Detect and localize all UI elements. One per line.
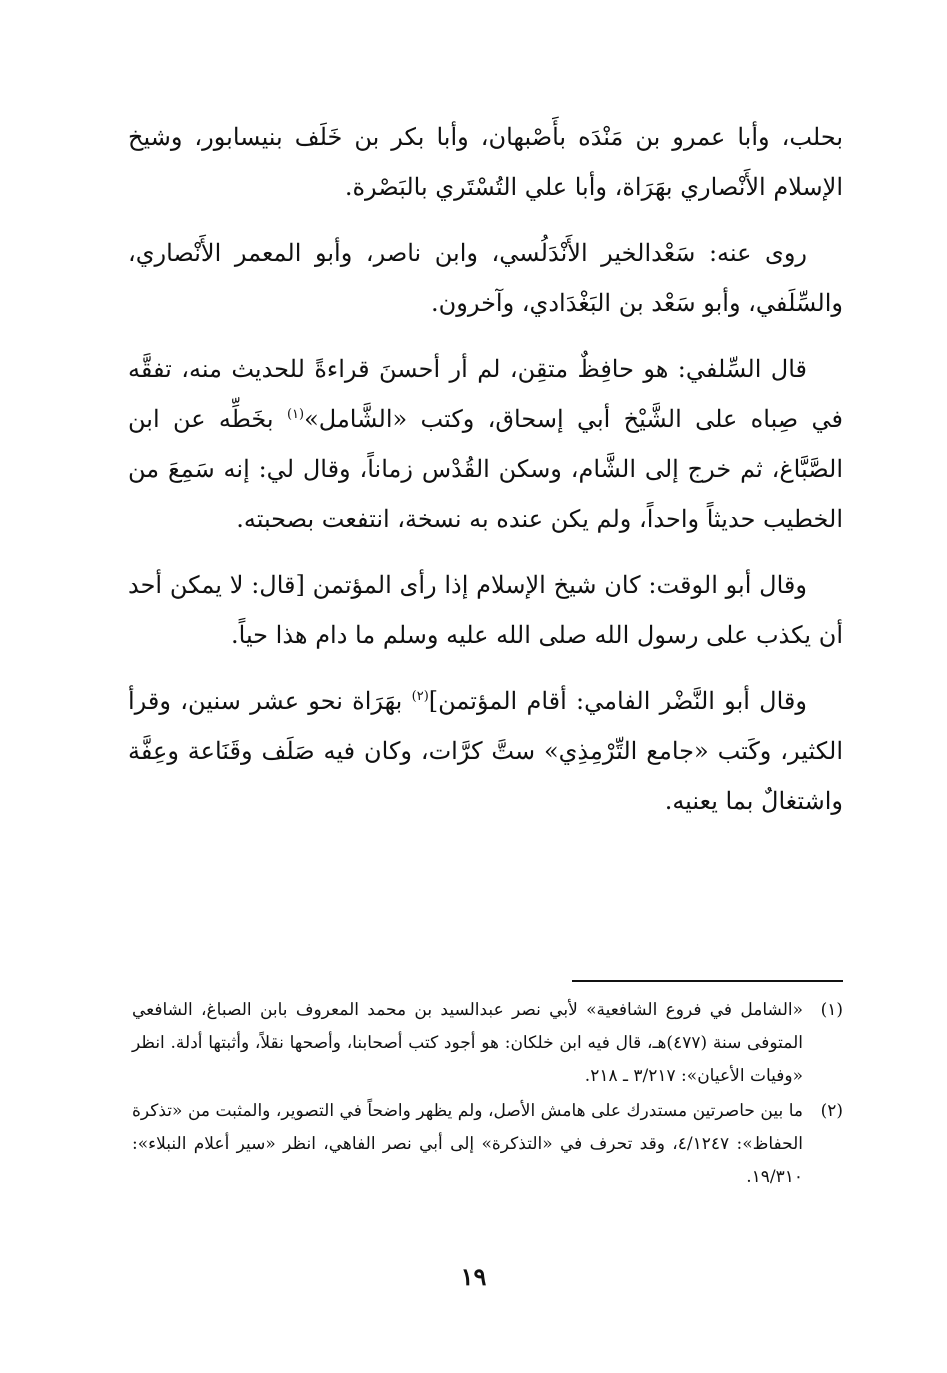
footnote-text: «الشامل في فروع الشافعية» لأبي نصر عبدالسيد بن محمد المعروف بابن الصباغ، الشافعي المتوفى سنة (٤٧٧)هـ، قال فيه ابن خلكان: هو أجود كتب أصحابنا، وأصحها نقلاً، وأثبتها أدلة. انظر «وفيات الأعيان»: ٣/٢١٧ ـ ٢١٨. bbox=[132, 1000, 803, 1086]
paragraph-text-before: وقال أبو النَّضْر الفامي: أقام المؤتمن] bbox=[428, 687, 807, 715]
footnotes bbox=[132, 994, 843, 1196]
paragraph-text-before: قال السِّلفي: هو حافِظٌ متقِن، لم أر أحسنَ قراءةً للحديث منه، تفقَّه في صِباه على الشَّيْخ أبي إسحاق، وكتب «الشَّامل» bbox=[128, 355, 843, 433]
paragraph-text-after: بهَرَاة نحو عشر سنين، وقرأ الكثير، وكَتب «جامع التِّرْمِذِي» ستَّ كرَّات، وكان فيه صَلَف وقَنَاعة وعِفَّة واشتغالٌ بما يعنيه. bbox=[128, 687, 843, 815]
footnote-number: (١) bbox=[820, 1000, 843, 1020]
paragraph-text-after: بخَطِّه عن ابن الصَّبَّاغ، ثم خرج إلى الشَّام، وسكن القُدْس زماناً، وقال لي: إنه سَمِعَ من الخطيب حديثاً واحداً، ولم يكن عنده به نسخة، انتفعت بصحبته. bbox=[128, 405, 843, 533]
paragraph-abu-alwaqt-quote bbox=[128, 560, 843, 660]
page-number: ١٩ bbox=[460, 1262, 487, 1291]
footnote-text: ما بين حاصرتين مستدرك على هامش الأصل، ولم يظهر واضحاً في التصوير، والمثبت من «تذكرة الحفاظ»: ٤/١٢٤٧، وقد تحرف في «التذكرة» إلى أبي نصر الفاهي، انظر «سير أعلام النبلاء»: ١٩/٣١٠. bbox=[132, 1101, 803, 1187]
paragraph-text: بحلب، وأبا عمرو بن مَنْدَه بأَصْبهان، وأبا بكر بن خَلَف بنيسابور، وشيخ الإسلام الأَنْصاري بهَرَاة، وأبا علي التُسْتَري بالبَصْرة. bbox=[128, 123, 844, 201]
paragraph-teachers bbox=[128, 112, 843, 212]
footnote-marker-2: (٢) bbox=[411, 689, 429, 704]
paragraph-text: روى عنه: سَعْدالخير الأَنْدَلُسي، وابن ناصر، وأبو المعمر الأَنْصاري، والسِّلَفي، وأبو سَعْد بن البَغْدَادي، وآخرون. bbox=[128, 239, 843, 317]
main-text bbox=[128, 112, 843, 842]
footnote-item bbox=[132, 1095, 843, 1194]
paragraph-silafi-quote bbox=[128, 344, 843, 544]
paragraph-text: وقال أبو الوقت: كان شيخ الإسلام إذا رأى المؤتمن [قال: لا يمكن أحد أن يكذب على رسول الله صلى الله عليه وسلم ما دام هذا حياً. bbox=[128, 571, 843, 649]
footnote-marker-1: (١) bbox=[286, 407, 305, 422]
paragraph-narrators bbox=[128, 228, 843, 328]
footnote-item bbox=[132, 994, 843, 1093]
paragraph-abu-alnadr-quote bbox=[128, 676, 843, 826]
footnote-number: (٢) bbox=[820, 1101, 843, 1121]
footnote-separator bbox=[572, 980, 843, 982]
